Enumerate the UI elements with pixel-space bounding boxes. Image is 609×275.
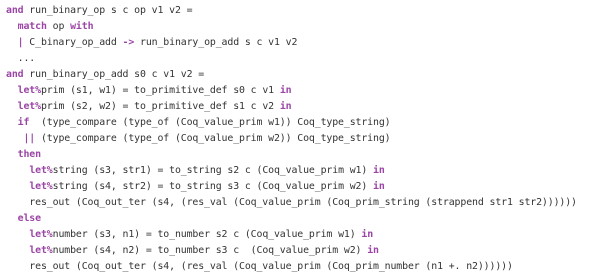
code-text bbox=[6, 85, 18, 96]
code-keyword: else bbox=[17, 213, 41, 224]
code-keyword: let% bbox=[29, 245, 53, 256]
code-keyword: | bbox=[17, 37, 24, 48]
code-keyword: if bbox=[17, 117, 30, 128]
code-keyword: in bbox=[279, 85, 292, 96]
code-keyword: and bbox=[6, 69, 24, 80]
code-keyword: let% bbox=[29, 229, 53, 240]
code-listing bbox=[6, 3, 606, 272]
code-keyword: with bbox=[70, 21, 94, 32]
code-text bbox=[6, 165, 29, 176]
code-text bbox=[6, 245, 29, 256]
code-text: string (s4, str2) = to_string s3 c (Coq_value_prim w2) bbox=[52, 181, 374, 192]
code-text: C_binary_op_add bbox=[23, 37, 123, 48]
code-text: number (s4, n2) = to_number s3 c (Coq_value_prim w2) bbox=[52, 245, 368, 256]
code-line bbox=[6, 147, 606, 163]
code-text: run_binary_op s c op v1 v2 = bbox=[23, 5, 193, 16]
code-keyword: let% bbox=[17, 101, 41, 112]
code-text: res_out (Coq_out_ter (s4, (res_val (Coq_value_prim (Coq_prim_string (strappend str1 str2)))))) bbox=[6, 197, 577, 208]
code-line bbox=[6, 163, 606, 179]
code-line bbox=[6, 195, 606, 211]
code-keyword: in bbox=[373, 181, 385, 192]
code-text: res_out (Coq_out_ter (s4, (res_val (Coq_value_prim (Coq_prim_number (n1 +. n2)))))) bbox=[6, 261, 513, 272]
code-text: number (s3, n1) = to_number s2 c (Coq_value_prim w1) bbox=[52, 229, 362, 240]
code-keyword: then bbox=[17, 149, 41, 160]
code-line bbox=[6, 131, 606, 147]
code-line bbox=[6, 115, 606, 131]
code-text bbox=[6, 117, 18, 128]
code-line bbox=[6, 227, 606, 243]
code-text bbox=[6, 213, 18, 224]
code-line bbox=[6, 179, 606, 195]
code-text bbox=[6, 149, 18, 160]
code-keyword: let% bbox=[29, 165, 53, 176]
code-text: (type_compare (type_of (Coq_value_prim w1)) Coq_type_string) bbox=[29, 117, 391, 128]
code-text bbox=[6, 133, 23, 144]
code-text: prim (s2, w2) = to_primitive_def s1 c v2 bbox=[40, 101, 280, 112]
code-text: run_binary_op_add s0 c v1 v2 = bbox=[23, 69, 205, 80]
code-keyword: let% bbox=[29, 181, 53, 192]
code-line bbox=[6, 99, 606, 115]
code-text bbox=[6, 181, 29, 192]
code-keyword: and bbox=[6, 5, 24, 16]
code-line bbox=[6, 35, 606, 51]
code-keyword: || bbox=[23, 133, 36, 144]
code-line bbox=[6, 259, 606, 275]
code-text: (type_compare (type_of (Coq_value_prim w2)) Coq_type_string) bbox=[35, 133, 391, 144]
code-keyword: in bbox=[373, 165, 385, 176]
code-keyword: match bbox=[17, 21, 47, 32]
code-line bbox=[6, 243, 606, 259]
code-keyword: let% bbox=[17, 85, 41, 96]
code-text: op bbox=[46, 21, 71, 32]
code-line bbox=[6, 211, 606, 227]
code-text: ... bbox=[6, 53, 36, 64]
code-line bbox=[6, 3, 606, 19]
code-text: run_binary_op_add s c v1 v2 bbox=[134, 37, 298, 48]
code-text: string (s3, str1) = to_string s2 c (Coq_value_prim w1) bbox=[52, 165, 374, 176]
code-text bbox=[6, 37, 18, 48]
code-keyword: in bbox=[367, 245, 379, 256]
code-keyword: in bbox=[279, 101, 292, 112]
code-text bbox=[6, 101, 18, 112]
code-line bbox=[6, 67, 606, 83]
code-text: prim (s1, w1) = to_primitive_def s0 c v1 bbox=[40, 85, 280, 96]
code-line bbox=[6, 51, 606, 67]
code-keyword: -> bbox=[122, 37, 135, 48]
code-text bbox=[6, 21, 18, 32]
code-text bbox=[6, 229, 29, 240]
code-line bbox=[6, 83, 606, 99]
code-line bbox=[6, 19, 606, 35]
code-keyword: in bbox=[361, 229, 374, 240]
